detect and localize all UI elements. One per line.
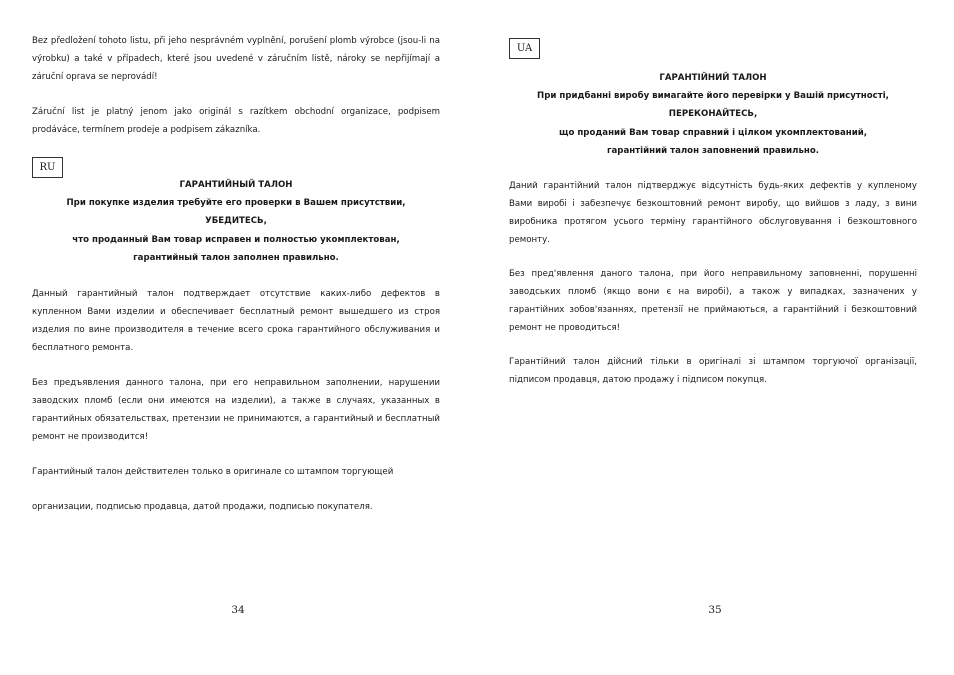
- ru-paragraph-3-part-1: Гарантийный талон действителен только в оригинале со штампом торгующей: [32, 467, 394, 477]
- ru-warranty-title-block: [32, 176, 440, 267]
- cz-warranty-paragraph-1: Bez předložení tohoto listu, při jeho nesprávném vyplnění, porušení plomb výrobce (jsou-li na výrobku) a také v případech, které jsou uvedené v záručním listě, nároky se nepřijímají a záruční oprava se neprovádí!: [32, 36, 440, 82]
- ru-title-line-3: УБЕДИТЕСЬ,: [205, 216, 267, 227]
- left-page: [32, 0, 440, 675]
- ru-paragraph-3-part-2: организации, подписью продавца, датой продажи, подписью покупателя.: [32, 502, 373, 512]
- page-number-left: 34: [231, 604, 245, 616]
- ua-title-line-2: При придбанні виробу вимагайте його перевірки у Вашій присутності,: [537, 91, 889, 102]
- page-number-right: 35: [708, 604, 722, 616]
- ua-title-line-5: гарантійний талон заповнений правильно.: [607, 145, 819, 156]
- right-page: [509, 0, 917, 675]
- cz-warranty-paragraph-2: Záruční list je platný jenom jako originál s razítkem obchodní organizace, podpisem prodáváce, termínem prodeje a podpisem zákazníka.: [32, 107, 440, 135]
- ru-title-line-2: При покупке изделия требуйте его проверки в Вашем присутствии,: [66, 198, 406, 209]
- ua-warranty-title: ГАРАНТІЙНИЙ ТАЛОН: [659, 73, 767, 83]
- ru-paragraph-1: Данный гарантийный талон подтверждает отсутствие каких-либо дефектов в купленном Вами изделии и обеспечивает бесплатный ремонт вышедшего из строя изделия по вине производителя в течение всего срока гарантийного обслуживания и бесплатного ремонта.: [32, 289, 440, 353]
- language-label-ru: RU: [32, 157, 63, 178]
- ru-title-line-4: что проданный Вам товар исправен и полностью укомплектован,: [72, 234, 400, 245]
- ru-title-line-5: гарантийный талон заполнен правильно.: [133, 252, 339, 263]
- ru-warranty-title: ГАРАНТИЙНЫЙ ТАЛОН: [179, 180, 293, 190]
- ua-warranty-title-block: [509, 69, 917, 160]
- language-label-ua: UA: [509, 38, 540, 59]
- ua-paragraph-1: Даний гарантійний талон підтверджує відсутність будь-яких дефектів у купленому Вами виробі і забезпечує безкоштовний ремонт виробу, що вийшов з ладу, з вини виробника протягом усього терміну гарантійного обслуговування і безкоштовного ремонту.: [509, 181, 917, 245]
- ua-paragraph-2: Без пред'явлення даного талона, при його неправильному заповненні, порушенні заводських пломб (якщо вони є на виробі), а також у випадках, зазначених у гарантійних зобов'язаннях, претензії не приймаються, а гарантійний і безкоштовний ремонт не проводиться!: [509, 269, 917, 333]
- ua-title-line-4: що проданий Вам товар справний і цілком укомплектований,: [558, 127, 868, 138]
- ua-title-line-3: ПЕРЕКОНАЙТЕСЬ,: [668, 109, 758, 120]
- ru-paragraph-2: Без предъявления данного талона, при его неправильном заполнении, нарушении заводских пломб (если они имеются на изделии), а также в случаях, указанных в гарантийных обязательствах, претензии не принимаются, а гарантийный и бесплатный ремонт не производится!: [32, 378, 440, 442]
- ua-paragraph-3: Гарантійний талон дійсний тільки в оригіналі зі штампом торгуючої організації, підписом продавця, датою продажу і підписом покупця.: [509, 357, 917, 385]
